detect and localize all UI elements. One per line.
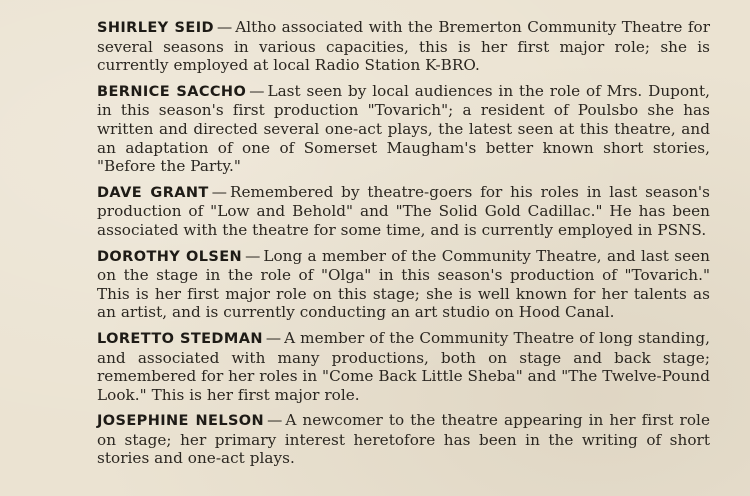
cast-member-name: LORETTO STEDMAN <box>97 330 263 347</box>
bio-text: Altho associated with the Bremerton Community Theatre for several seasons in various capacities, this is her first major role; she is currently employed at local Radio Station K-BRO. <box>97 18 710 75</box>
em-dash: — <box>249 81 265 100</box>
em-dash: — <box>216 18 233 36</box>
em-dash: — <box>265 328 282 347</box>
bio-text: Last seen by local audiences in the role of Mrs. Dupont, in this season's first production "Tovarich"; a resident of Poulsbo she has written and directed several one-act plays, the latest seen at this theatre, and an adaptation of one of Somerset Maugham's better known short stories, "Before the Party." <box>97 81 710 176</box>
bio-entry <box>97 82 710 176</box>
bio-entry <box>97 247 710 322</box>
cast-member-name: JOSEPHINE NELSON <box>97 413 265 430</box>
em-dash: — <box>211 182 227 201</box>
em-dash: — <box>267 411 283 430</box>
bio-entry <box>97 411 710 468</box>
bio-text: A newcomer to the theatre appearing in her first role on stage; her primary interest heretofore has been in the writing of short stories and one-act plays. <box>97 411 710 468</box>
cast-member-name: DOROTHY OLSEN <box>97 248 243 265</box>
cast-member-name: BERNICE SACCHO <box>97 83 247 100</box>
bio-entry <box>97 18 710 75</box>
bio-entry <box>97 329 710 404</box>
em-dash: — <box>245 246 261 265</box>
cast-member-name: SHIRLEY SEID <box>97 20 214 36</box>
bio-text: Remembered by theatre-goers for his roles in last season's production of "Low and Behold" and "The Solid Gold Cadillac." He has been associated with the theatre for some time, and is currently employed in PSNS. <box>97 182 711 239</box>
cast-member-name: DAVE GRANT <box>97 184 209 201</box>
bio-entry <box>97 183 710 240</box>
bio-text: Long a member of the Community Theatre, and last seen on the stage in the role of "Olga" in this season's production of "Tovarich." This is her first major role on this stage; she is well known for her talents as an artist, and is currently conducting an art studio on Hood Canal. <box>97 246 710 322</box>
bio-text: A member of the Community Theatre of long standing, and associated with many productions, both on stage and back stage; remembered for her roles in "Come Back Little Sheba" and "The Twelve-Pound Look." This is her first major role. <box>97 328 710 404</box>
